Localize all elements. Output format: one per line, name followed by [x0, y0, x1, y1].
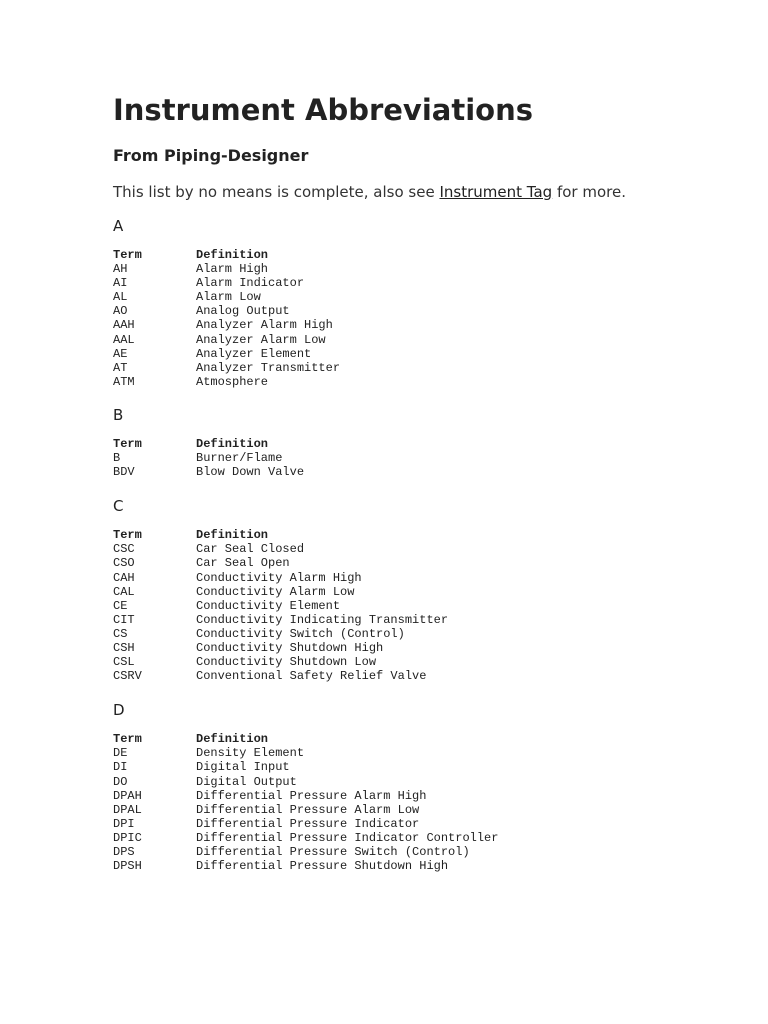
section-letter-heading: B — [113, 405, 124, 424]
definition-cell: Differential Pressure Switch (Control) — [196, 845, 470, 859]
table-row — [113, 599, 448, 613]
definition-cell: Conductivity Indicating Transmitter — [196, 612, 449, 627]
term-cell: DPI — [113, 816, 135, 831]
definition-cell: Analyzer Transmitter — [196, 360, 341, 375]
term-cell: CE — [113, 598, 128, 613]
term-cell: AAL — [113, 332, 135, 347]
table-row — [113, 669, 448, 683]
table-row — [113, 803, 498, 817]
page-subtitle: From Piping-Designer — [113, 146, 309, 165]
definition-cell: Differential Pressure Shutdown High — [196, 859, 449, 874]
definition-cell: Analyzer Alarm Low — [196, 332, 326, 347]
table-row — [113, 361, 340, 375]
definition-cell: Digital Input — [196, 760, 290, 775]
table-row — [113, 556, 448, 570]
table-row — [113, 746, 498, 760]
term-cell: CAL — [113, 584, 135, 599]
table-row — [113, 333, 340, 347]
definition-cell: Differential Pressure Indicator — [196, 816, 420, 831]
term-cell: DPAL — [113, 802, 142, 817]
section-letter-heading: D — [113, 701, 125, 720]
table-row — [113, 375, 340, 389]
table-header-row — [113, 528, 448, 542]
definition-cell: Conductivity Shutdown Low — [196, 655, 377, 670]
definition-cell: Atmosphere — [196, 374, 269, 389]
definition-cell: Conductivity Alarm High — [196, 570, 362, 585]
definition-cell: Conductivity Alarm Low — [196, 584, 355, 599]
definition-cell: Analyzer Element — [196, 346, 312, 361]
term-cell: DPAH — [113, 788, 142, 803]
term-cell: AH — [113, 262, 128, 277]
definition-column-header: Definition — [196, 436, 269, 451]
table-row — [113, 613, 448, 627]
definition-cell: Differential Pressure Alarm Low — [196, 802, 420, 817]
term-cell: CIT — [113, 612, 135, 627]
term-column-header: Term — [113, 436, 142, 451]
definition-cell: Differential Pressure Alarm High — [196, 788, 427, 803]
abbreviation-table — [113, 528, 448, 683]
term-cell: CSO — [113, 556, 135, 571]
term-cell: CSRV — [113, 669, 142, 684]
term-cell: B — [113, 451, 121, 466]
table-row — [113, 571, 448, 585]
section-c — [113, 496, 733, 683]
definition-cell: Burner/Flame — [196, 451, 283, 466]
definition-cell: Analog Output — [196, 304, 290, 319]
term-cell: DPSH — [113, 859, 142, 874]
table-row — [113, 290, 340, 304]
definition-cell: Density Element — [196, 746, 305, 761]
definition-cell: Alarm Indicator — [196, 276, 305, 291]
table-row — [113, 304, 340, 318]
definition-column-header: Definition — [196, 528, 269, 543]
table-row — [113, 451, 304, 465]
table-row — [113, 859, 498, 873]
definition-cell: Conductivity Shutdown High — [196, 640, 384, 655]
term-column-header: Term — [113, 528, 142, 543]
table-row — [113, 845, 498, 859]
abbreviation-table — [113, 248, 340, 389]
term-cell: CSC — [113, 542, 135, 557]
table-header-row — [113, 732, 498, 746]
table-row — [113, 318, 340, 332]
page-title: Instrument Abbreviations — [113, 93, 533, 127]
definition-cell: Differential Pressure Indicator Controller — [196, 830, 499, 845]
abbreviation-table — [113, 732, 498, 873]
term-cell: AL — [113, 290, 128, 305]
table-row — [113, 789, 498, 803]
table-row — [113, 542, 448, 556]
term-cell: AO — [113, 304, 128, 319]
term-cell: CS — [113, 626, 128, 641]
definition-column-header: Definition — [196, 248, 269, 262]
section-a — [113, 216, 733, 389]
term-cell: CSH — [113, 640, 135, 655]
term-cell: AI — [113, 276, 128, 291]
definition-cell: Alarm High — [196, 262, 269, 277]
term-cell: DPIC — [113, 830, 142, 845]
intro-text-after: for more. — [552, 183, 626, 201]
section-d — [113, 700, 733, 873]
definition-cell: Blow Down Valve — [196, 465, 305, 480]
section-letter-heading: A — [113, 217, 124, 235]
definition-cell: Alarm Low — [196, 290, 261, 305]
term-column-header: Term — [113, 732, 142, 747]
definition-cell: Conventional Safety Relief Valve — [196, 669, 427, 684]
definition-cell: Conductivity Element — [196, 598, 341, 613]
table-row — [113, 655, 448, 669]
term-cell: CSL — [113, 655, 135, 670]
abbreviation-sections — [113, 216, 733, 873]
definition-cell: Conductivity Switch (Control) — [196, 626, 405, 641]
intro-text-before: This list by no means is complete, also see — [113, 183, 440, 201]
table-row — [113, 831, 498, 845]
section-letter-heading: C — [113, 497, 124, 516]
term-cell: DO — [113, 774, 128, 789]
term-cell: AT — [113, 360, 128, 375]
term-column-header: Term — [113, 248, 142, 262]
table-header-row — [113, 437, 304, 451]
table-header-row — [113, 248, 340, 262]
term-cell: AAH — [113, 318, 135, 333]
definition-column-header: Definition — [196, 732, 269, 747]
section-b — [113, 405, 733, 479]
term-cell: ATM — [113, 374, 135, 389]
table-row — [113, 262, 340, 276]
abbreviation-table — [113, 437, 304, 479]
intro-paragraph — [113, 182, 733, 202]
instrument-tag-link[interactable]: Instrument Tag — [439, 183, 553, 201]
table-row — [113, 775, 498, 789]
table-row — [113, 760, 498, 774]
table-row — [113, 641, 448, 655]
definition-cell: Digital Output — [196, 774, 297, 789]
term-cell: DPS — [113, 845, 135, 859]
table-row — [113, 585, 448, 599]
table-row — [113, 817, 498, 831]
term-cell: AE — [113, 346, 128, 361]
term-cell: CAH — [113, 570, 135, 585]
document-page — [113, 92, 733, 873]
term-cell: DE — [113, 746, 128, 761]
definition-cell: Analyzer Alarm High — [196, 318, 333, 333]
definition-cell: Car Seal Closed — [196, 542, 305, 557]
table-row — [113, 347, 340, 361]
definition-cell: Car Seal Open — [196, 556, 290, 571]
term-cell: DI — [113, 760, 128, 775]
term-cell: BDV — [113, 465, 135, 480]
table-row — [113, 465, 304, 479]
table-row — [113, 627, 448, 641]
table-row — [113, 276, 340, 290]
